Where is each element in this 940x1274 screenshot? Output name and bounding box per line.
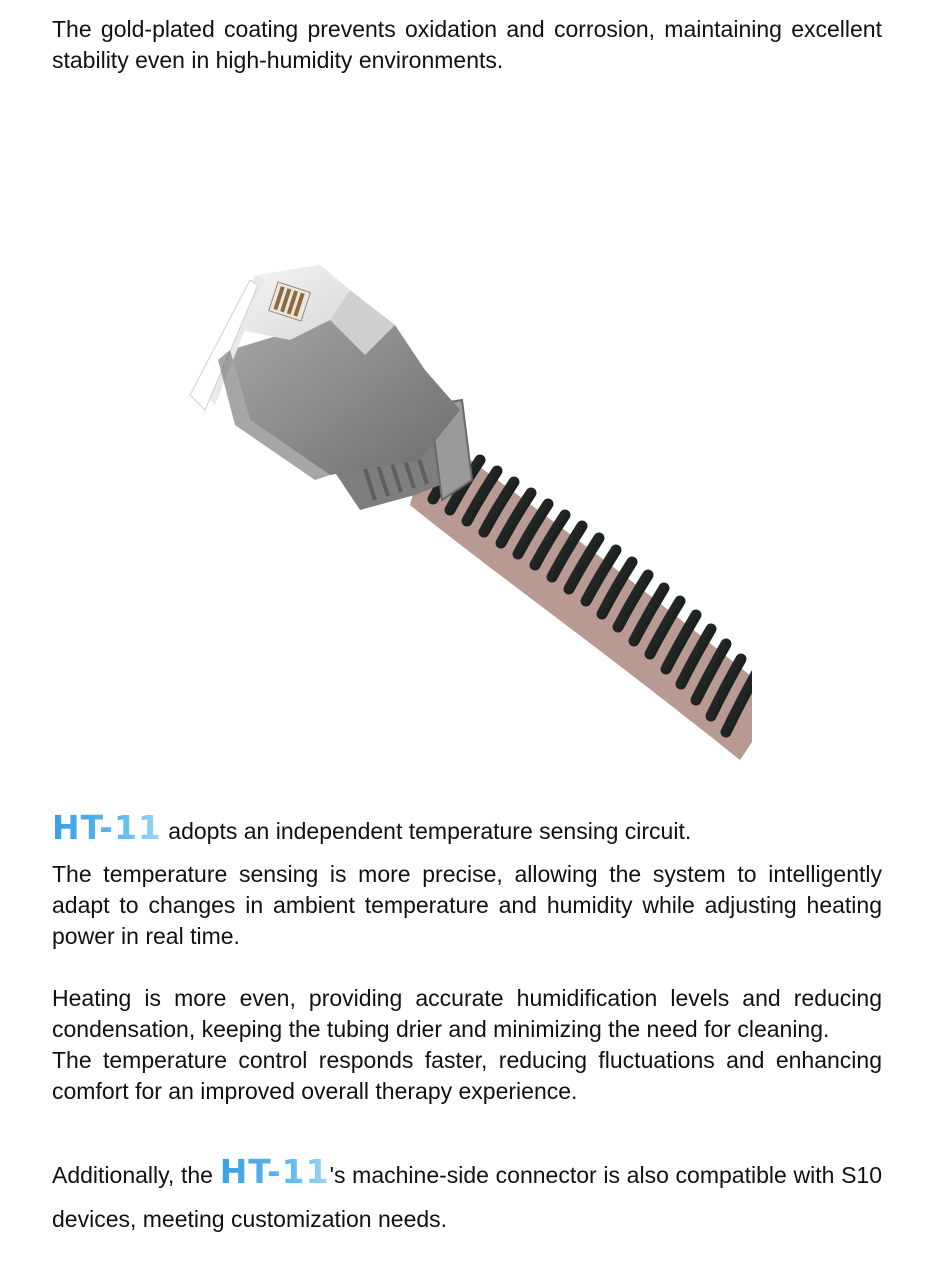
compatibility-text: 's machine-side connector is also compatible with S10 devices, meeting customization needs. (52, 1162, 882, 1232)
compatibility-paragraph (52, 1150, 882, 1241)
heated-tube-connector-image (180, 260, 760, 760)
heating-paragraph: Heating is more even, providing accurate humidification levels and reducing condensation, keeping the tubing drier and minimizing the need for cleaning. (52, 985, 882, 1042)
brand-name: HT-11 (52, 808, 162, 847)
sensing-paragraph: The temperature sensing is more precise, allowing the system to intelligently adapt to changes in ambient temperature and humidity while adjusting heating power in real time. (52, 861, 882, 949)
compatibility-prefix: Additionally, the (52, 1162, 220, 1188)
brand-name-2: HT-11 (219, 1152, 330, 1191)
control-paragraph: The temperature control responds faster, reducing fluctuations and enhancing comfort for an improved overall therapy experience. (52, 1047, 882, 1104)
intro-paragraph: The gold-plated coating prevents oxidation and corrosion, maintaining excellent stability even in high-humidity environments. (52, 16, 882, 73)
headline-text: adopts an independent temperature sensing circuit. (161, 818, 692, 844)
section1-headline (52, 806, 882, 853)
